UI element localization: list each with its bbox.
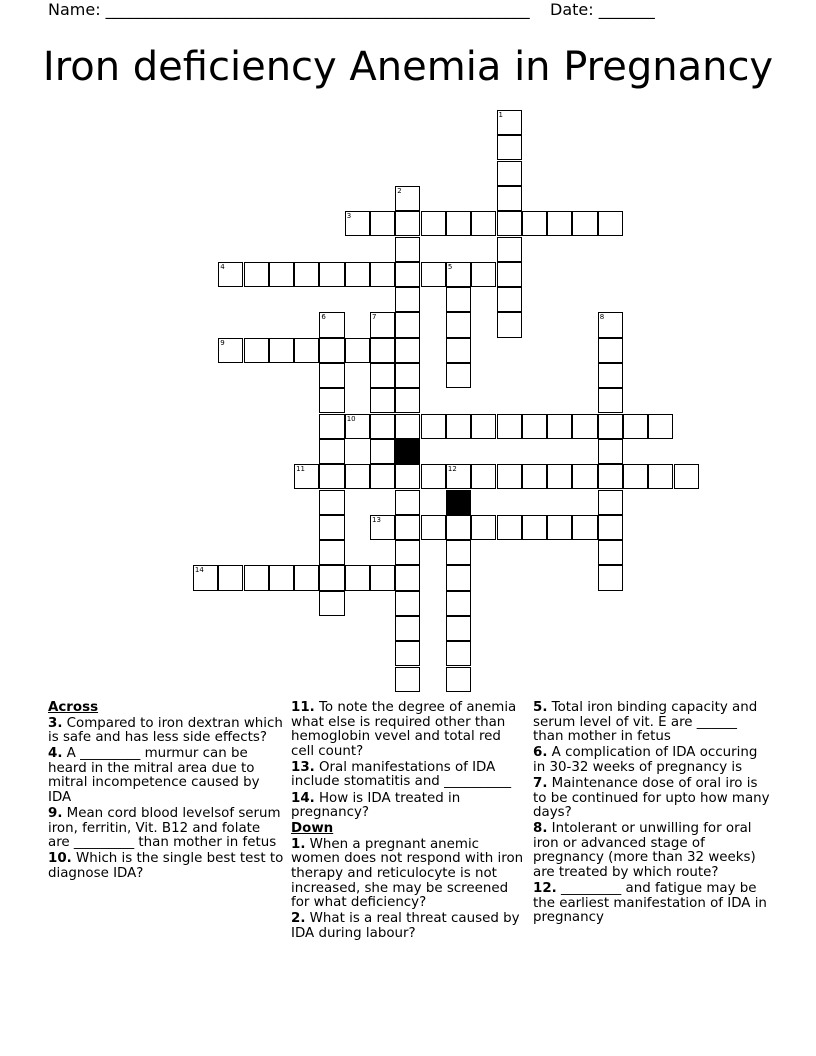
grid-cell[interactable] (319, 490, 344, 515)
clue-item (48, 747, 284, 805)
grid-cell[interactable] (244, 262, 269, 287)
grid-cell[interactable] (370, 388, 395, 413)
grid-cell[interactable] (421, 464, 446, 489)
grid-cell[interactable] (395, 591, 420, 616)
clue-number: 5 (447, 262, 453, 271)
grid-cell[interactable] (319, 388, 344, 413)
grid-cell[interactable] (497, 287, 522, 312)
grid-cell[interactable] (370, 312, 395, 337)
grid-cell[interactable] (370, 515, 395, 540)
clue-item-text: A complication of IDA occuring in 30-32 weeks of pregnancy is (533, 745, 758, 775)
section-heading-down: Down (291, 821, 334, 837)
grid-cell[interactable] (319, 439, 344, 464)
grid-cell[interactable] (446, 591, 471, 616)
grid-cell[interactable] (497, 211, 522, 236)
grid-cell[interactable] (395, 287, 420, 312)
grid-cell[interactable] (395, 186, 420, 211)
grid-cell[interactable] (319, 363, 344, 388)
clue-item-text: To note the degree of anemia what else is required other than hemoglobin vevel and total red cell count? (291, 700, 517, 759)
clue-item-number: 2. (291, 911, 306, 927)
grid-cell[interactable] (446, 312, 471, 337)
grid-cell[interactable] (623, 414, 648, 439)
grid-cell[interactable] (244, 338, 269, 363)
clue-item (533, 746, 771, 775)
grid-cell[interactable] (598, 515, 623, 540)
clue-item (48, 717, 284, 746)
clue-item (291, 912, 527, 941)
clue-item-text: When a pregnant anemic women does not respond with iron therapy and reticulocyte is not increased, she may be screened for what deficiency? (291, 836, 524, 911)
grid-cell[interactable] (395, 388, 420, 413)
clue-item (533, 701, 771, 745)
grid-cell[interactable] (471, 211, 496, 236)
clue-item-text: Intolerant or unwilling for oral iron or advanced stage of pregnancy (more than 32 weeks) are treated by which route? (533, 821, 756, 881)
grid-cell[interactable] (598, 338, 623, 363)
clue-number: 7 (372, 313, 377, 322)
grid-cell[interactable] (446, 262, 471, 287)
grid-cell[interactable] (395, 616, 420, 641)
clue-item-number: 4. (48, 746, 63, 762)
grid-cell[interactable] (395, 237, 420, 262)
grid-cell[interactable] (395, 667, 420, 692)
grid-cell[interactable] (497, 262, 522, 287)
clue-item-text: What is a real threat caused by IDA during labour? (291, 911, 520, 941)
grid-cell[interactable] (572, 414, 597, 439)
grid-cell[interactable] (395, 515, 420, 540)
grid-cell[interactable] (497, 414, 522, 439)
clue-item-text: Which is the single best test to diagnose IDA? (48, 851, 284, 882)
grid-cell[interactable] (421, 211, 446, 236)
grid-cell[interactable] (370, 363, 395, 388)
clue-item (48, 807, 284, 851)
grid-cell[interactable] (294, 338, 319, 363)
grid-cell[interactable] (648, 464, 673, 489)
clue-item-number: 10. (48, 851, 72, 867)
page-title: Iron deficiency Anemia in Pregnancy (42, 44, 774, 90)
grid-cell[interactable] (395, 338, 420, 363)
grid-cell[interactable] (395, 490, 420, 515)
clue-item-text: Maintenance dose of oral iro is to be continued for upto how many days? (533, 775, 770, 821)
grid-cell[interactable] (471, 464, 496, 489)
clue-item-text: A _________ murmur can be heard in the mitral area due to mitral incompetence caused by IDA (48, 746, 260, 806)
grid-cell[interactable] (446, 414, 471, 439)
grid-cell[interactable] (370, 211, 395, 236)
grid-cell[interactable] (446, 338, 471, 363)
grid-cell[interactable] (244, 565, 269, 590)
clue-item-number: 7. (533, 775, 548, 791)
grid-cell[interactable] (598, 490, 623, 515)
grid-cell[interactable] (497, 186, 522, 211)
clue-number: 13 (372, 515, 381, 524)
grid-cell[interactable] (497, 135, 522, 160)
clue-column-3 (533, 701, 771, 927)
grid-cell[interactable] (421, 262, 446, 287)
grid-cell[interactable] (319, 565, 344, 590)
grid-cell[interactable] (598, 388, 623, 413)
grid-cell[interactable] (193, 565, 218, 590)
grid-cell[interactable] (370, 464, 395, 489)
clue-item (291, 792, 527, 821)
clue-number: 2 (397, 186, 402, 195)
grid-cell[interactable] (395, 262, 420, 287)
clue-item-number: 12. (533, 881, 557, 897)
clue-number: 1 (498, 111, 503, 119)
grid-cell[interactable] (319, 464, 344, 489)
grid-cell[interactable] (218, 262, 243, 287)
grid-cell[interactable] (319, 414, 344, 439)
grid-cell[interactable] (623, 464, 648, 489)
grid-cell[interactable] (598, 540, 623, 565)
clue-item (291, 838, 527, 911)
name-blank: _____________________________________________________ (100, 0, 530, 19)
grid-block (395, 439, 420, 464)
grid-cell[interactable] (395, 464, 420, 489)
grid-cell[interactable] (497, 464, 522, 489)
grid-cell[interactable] (522, 211, 547, 236)
grid-cell[interactable] (547, 515, 572, 540)
grid-cell[interactable] (471, 262, 496, 287)
grid-cell[interactable] (345, 338, 370, 363)
clue-number: 8 (599, 313, 605, 322)
grid-cell[interactable] (395, 312, 420, 337)
grid-cell[interactable] (319, 262, 344, 287)
grid-cell[interactable] (269, 262, 294, 287)
clue-item-text: Mean cord blood levelsof serum iron, ferritin, Vit. B12 and folate are _________ than mother in fetus (48, 806, 281, 851)
grid-cell[interactable] (522, 414, 547, 439)
clue-number: 11 (296, 465, 306, 474)
clue-item-number: 1. (291, 836, 306, 852)
clue-item-number: 13. (291, 759, 315, 775)
clue-item (48, 852, 284, 881)
clue-item (291, 701, 527, 759)
clue-item-text: _________ and fatigue may be the earliest manifestation of IDA in pregnancy (533, 881, 767, 926)
grid-cell[interactable] (319, 591, 344, 616)
clue-item-number: 3. (48, 715, 63, 731)
grid-cell[interactable] (446, 667, 471, 692)
grid-cell[interactable] (446, 211, 471, 236)
clue-number: 4 (220, 262, 225, 271)
grid-cell[interactable] (370, 338, 395, 363)
grid-cell[interactable] (319, 338, 344, 363)
grid-cell[interactable] (497, 515, 522, 540)
clue-item-number: 8. (533, 821, 548, 837)
grid-cell[interactable] (218, 565, 243, 590)
clue-item-number: 6. (533, 745, 548, 761)
clue-item-number: 5. (533, 700, 548, 715)
grid-cell[interactable] (547, 211, 572, 236)
grid-cell[interactable] (522, 464, 547, 489)
grid-cell[interactable] (497, 110, 522, 135)
date-label: Date: (550, 0, 594, 19)
grid-cell[interactable] (294, 464, 319, 489)
grid-cell[interactable] (471, 515, 496, 540)
grid-cell[interactable] (395, 565, 420, 590)
grid-cell[interactable] (497, 237, 522, 262)
grid-cell[interactable] (598, 414, 623, 439)
clue-column-2 (291, 701, 527, 943)
clue-item (533, 882, 771, 926)
grid-cell[interactable] (370, 262, 395, 287)
clue-item (533, 822, 771, 880)
grid-cell[interactable] (446, 464, 471, 489)
grid-cell[interactable] (269, 338, 294, 363)
grid-cell[interactable] (218, 338, 243, 363)
grid-cell[interactable] (446, 641, 471, 666)
clue-number: 6 (321, 313, 326, 322)
grid-cell[interactable] (446, 287, 471, 312)
clue-number: 3 (346, 212, 352, 221)
clue-item-text: Oral manifestations of IDA include stomatitis and __________ (291, 759, 512, 790)
grid-cell[interactable] (471, 414, 496, 439)
grid-cell[interactable] (572, 515, 597, 540)
name-label: Name: (48, 0, 101, 19)
grid-cell[interactable] (395, 641, 420, 666)
grid-cell[interactable] (648, 414, 673, 439)
clue-item (291, 761, 527, 790)
grid-cell[interactable] (547, 414, 572, 439)
grid-cell[interactable] (598, 312, 623, 337)
grid-cell[interactable] (319, 312, 344, 337)
grid-cell[interactable] (446, 616, 471, 641)
grid-cell[interactable] (345, 464, 370, 489)
clue-item-text: Compared to iron dextran which is safe and has less side effects? (48, 715, 283, 746)
grid-cell[interactable] (370, 565, 395, 590)
grid-cell[interactable] (421, 414, 446, 439)
grid-cell[interactable] (395, 540, 420, 565)
clue-number: 9 (220, 338, 225, 347)
grid-cell[interactable] (598, 439, 623, 464)
grid-cell[interactable] (395, 414, 420, 439)
clue-item (533, 777, 771, 821)
grid-cell[interactable] (319, 515, 344, 540)
grid-cell[interactable] (345, 211, 370, 236)
grid-block (446, 490, 471, 515)
grid-cell[interactable] (319, 540, 344, 565)
clue-column-1 (48, 701, 284, 883)
grid-cell[interactable] (446, 540, 471, 565)
grid-cell[interactable] (370, 439, 395, 464)
section-heading-across: Across (48, 700, 99, 715)
grid-cell[interactable] (395, 211, 420, 236)
grid-cell[interactable] (395, 363, 420, 388)
grid-cell[interactable] (598, 211, 623, 236)
grid-cell[interactable] (345, 565, 370, 590)
grid-cell[interactable] (598, 363, 623, 388)
grid-cell[interactable] (294, 262, 319, 287)
grid-cell[interactable] (446, 565, 471, 590)
grid-cell[interactable] (497, 161, 522, 186)
clue-item-number: 9. (48, 806, 63, 822)
clue-item-text: Total iron binding capacity and serum level of vit. E are ______ than mother in fetus (533, 700, 758, 745)
grid-cell[interactable] (572, 211, 597, 236)
grid-cell[interactable] (598, 464, 623, 489)
clue-item-number: 14. (291, 790, 315, 806)
date-blank: _______ (593, 0, 655, 19)
grid-cell[interactable] (547, 464, 572, 489)
grid-cell[interactable] (294, 565, 319, 590)
grid-cell[interactable] (598, 565, 623, 590)
clue-number: 10 (346, 414, 356, 423)
grid-cell[interactable] (572, 464, 597, 489)
grid-cell[interactable] (497, 312, 522, 337)
clue-item-text: How is IDA treated in pregnancy? (291, 790, 461, 821)
clue-number: 14 (194, 566, 204, 575)
grid-cell[interactable] (345, 414, 370, 439)
clue-item-number: 11. (291, 700, 315, 715)
grid-cell[interactable] (446, 515, 471, 540)
grid-cell[interactable] (421, 515, 446, 540)
grid-cell[interactable] (674, 464, 699, 489)
grid-cell[interactable] (522, 515, 547, 540)
grid-cell[interactable] (446, 363, 471, 388)
grid-cell[interactable] (345, 262, 370, 287)
grid-cell[interactable] (370, 414, 395, 439)
clue-number: 12 (447, 465, 457, 474)
grid-cell[interactable] (269, 565, 294, 590)
